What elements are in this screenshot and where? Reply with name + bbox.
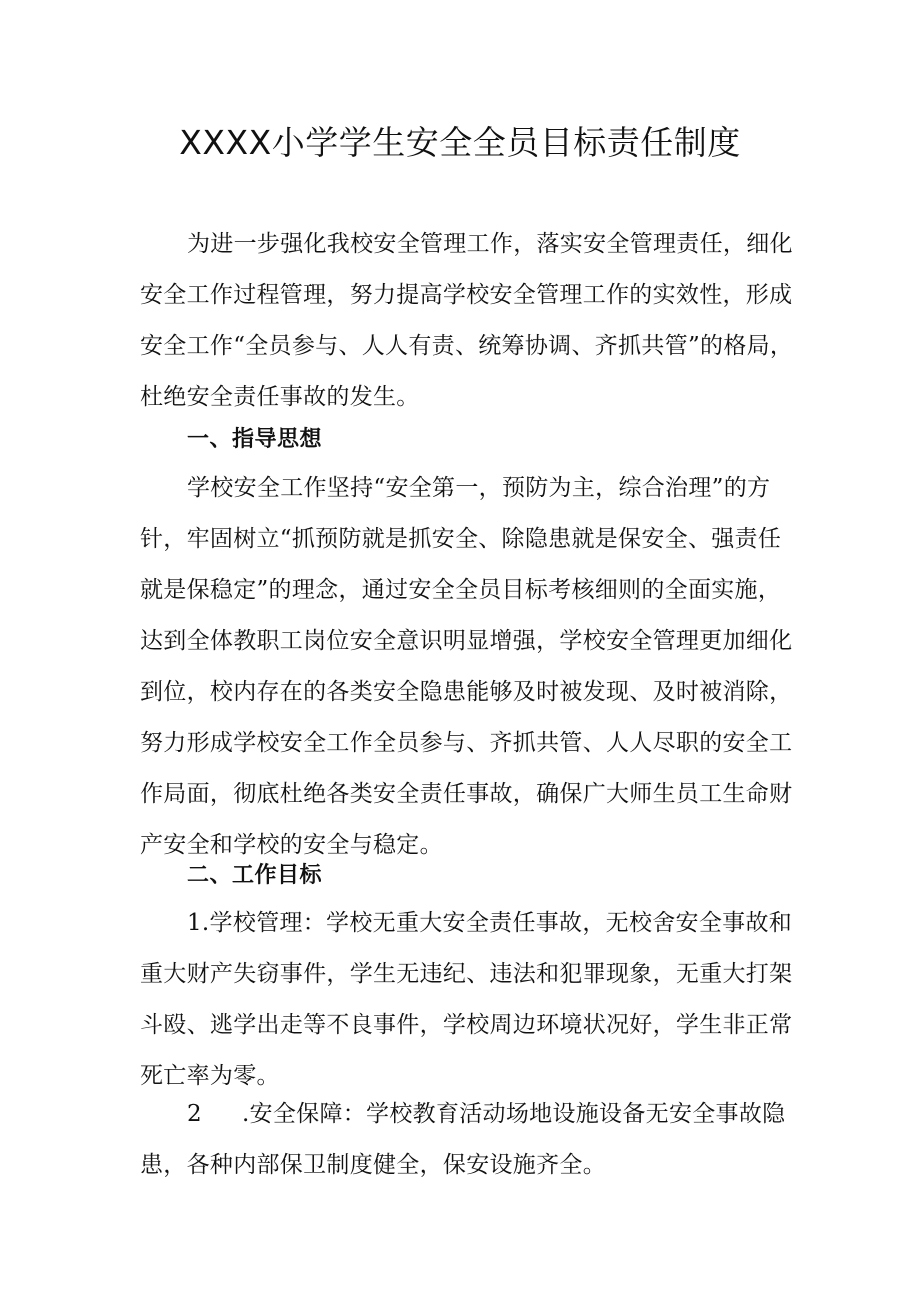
paragraph-line: 患，各种内部保卫制度健全，保安设施齐全。 [140, 1152, 606, 1178]
paragraph-line: 重大财产失窃事件，学生无违纪、违法和犯罪现象，无重大打架 [140, 961, 793, 987]
section-heading-guiding-thought: 一、指导思想 [187, 427, 323, 452]
paragraph-line: 安全工作过程管理，努力提高学校安全管理工作的实效性，形成 [140, 282, 793, 308]
paragraph-line: 杜绝安全责任事故的发生。 [140, 384, 420, 410]
paragraph-line: 学校安全工作坚持“安全第一，预防为主，综合治理”的方 [187, 475, 771, 501]
paragraph-line: 1.学校管理：学校无重大安全责任事故，无校舍安全事故和 [187, 910, 793, 936]
paragraph-line: 就是保稳定”的理念，通过安全全员目标考核细则的全面实施， [140, 577, 782, 603]
paragraph-line: 死亡率为零。 [140, 1063, 280, 1089]
intro-paragraph [140, 219, 795, 423]
paragraph-line: 作局面，彻底杜绝各类安全责任事故，确保广大师生员工生命财 [140, 781, 793, 807]
paragraph-line: 到位，校内存在的各类安全隐患能够及时被发现、及时被消除， [140, 679, 793, 705]
goal-item-2-paragraph [140, 1089, 795, 1191]
paragraph-line: 努力形成学校安全工作全员参与、齐抓共管、人人尽职的安全工 [140, 730, 793, 756]
item-number: 2 [187, 1101, 202, 1127]
item-text: .安全保障：学校教育活动场地设施设备无安全事故隐 [241, 1101, 786, 1127]
paragraph-line: 安全工作“全员参与、人人有责、统筹协调、齐抓共管”的格局， [140, 333, 794, 359]
paragraph-line: 为进一步强化我校安全管理工作，落实安全管理责任，细化 [187, 231, 793, 257]
document-title: XXXX小学学生安全全员目标责任制度 [179, 123, 741, 162]
paragraph-line: 针，牢固树立“抓预防就是抓安全、除隐患就是保安全、强责任 [140, 526, 782, 552]
paragraph-line: 达到全体教职工岗位安全意识明显增强，学校安全管理更加细化 [140, 628, 793, 654]
paragraph-line: 产安全和学校的安全与稳定。 [140, 832, 443, 858]
goal-item-1-paragraph [140, 898, 795, 1102]
section-heading-work-goals: 二、工作目标 [187, 863, 323, 888]
paragraph-line: 斗殴、逃学出走等不良事件，学校周边环境状况好，学生非正常 [140, 1012, 793, 1038]
paragraph-line [140, 1089, 795, 1140]
guiding-thought-paragraph [140, 463, 795, 871]
